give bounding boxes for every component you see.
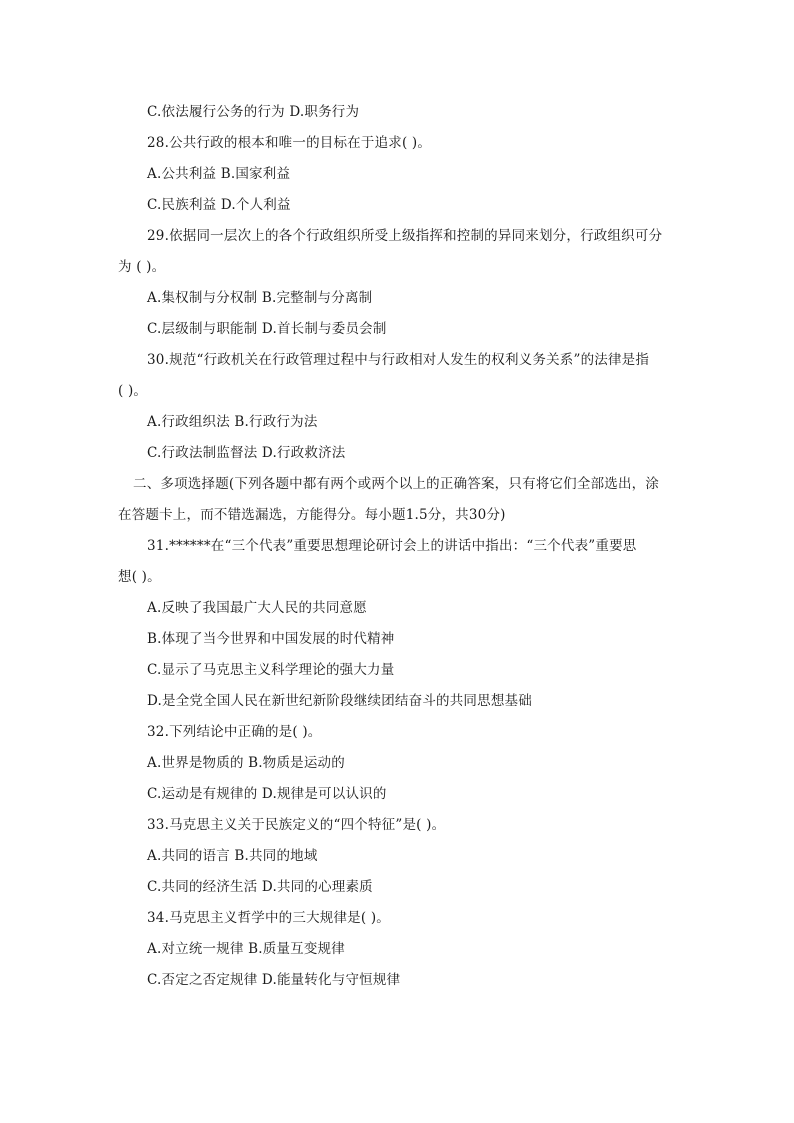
q28-options-ab: A.公共利益 B.国家利益 [147,166,291,182]
question-30: 30.规范“行政机关在行政管理过程中与行政相对人发生的权利义务关系”的法律是指 [147,352,650,368]
question-29: 29.依据同一层次上的各个行政组织所受上级指挥和控制的异同来划分，行政组织可分 [147,228,663,244]
q28-options-cd: C.民族利益 D.个人利益 [147,197,291,213]
q31-option-b: B.体现了当今世界和中国发展的时代精神 [147,631,395,647]
q29-options-ab: A.集权制与分权制 B.完整制与分离制 [147,290,373,306]
question-28: 28.公共行政的根本和唯一的目标在于追求( )。 [147,135,432,151]
q30-options-ab: A.行政组织法 B.行政行为法 [147,414,318,430]
section-heading: 二、多项选择题(下列各题中都有两个或两个以上的正确答案，只有将它们全部选出，涂 [133,476,660,492]
question-32: 32.下列结论中正确的是( )。 [147,724,322,740]
q34-options-ab: A.对立统一规律 B.质量互变规律 [147,941,345,957]
question-29-continued: 为 ( )。 [118,259,166,275]
q33-options-cd: C.共同的经济生活 D.共同的心理素质 [147,879,373,895]
section-heading-continued: 在答题卡上，而不错选漏选，方能得分。每小题1.5分，共30分) [118,507,506,523]
q32-options-ab: A.世界是物质的 B.物质是运动的 [147,755,345,771]
q34-options-cd: C.否定之否定规律 D.能量转化与守恒规律 [147,972,401,988]
q31-option-d: D.是全党全国人民在新世纪新阶段继续团结奋斗的共同思想基础 [147,693,532,709]
question-33: 33.马克思主义关于民族定义的“四个特征”是( )。 [147,817,446,833]
q30-options-cd: C.行政法制监督法 D.行政救济法 [147,445,346,461]
q31-option-a: A.反映了我国最广大人民的共同意愿 [147,600,367,616]
q32-options-cd: C.运动是有规律的 D.规律是可以认识的 [147,786,387,802]
q29-options-cd: C.层级制与职能制 D.首长制与委员会制 [147,321,387,337]
question-34: 34.马克思主义哲学中的三大规律是( )。 [147,910,390,926]
q31-option-c: C.显示了马克思主义科学理论的强大力量 [147,662,395,678]
question-31: 31.******在“三个代表”重要思想理论研讨会上的讲话中指出：“三个代表”重要思 [147,538,637,554]
question-30-continued: ( )。 [118,383,148,399]
q27-options-cd: C.依法履行公务的行为 D.职务行为 [147,104,360,120]
question-31-continued: 想( )。 [118,569,161,585]
q33-options-ab: A.共同的语言 B.共同的地域 [147,848,318,864]
